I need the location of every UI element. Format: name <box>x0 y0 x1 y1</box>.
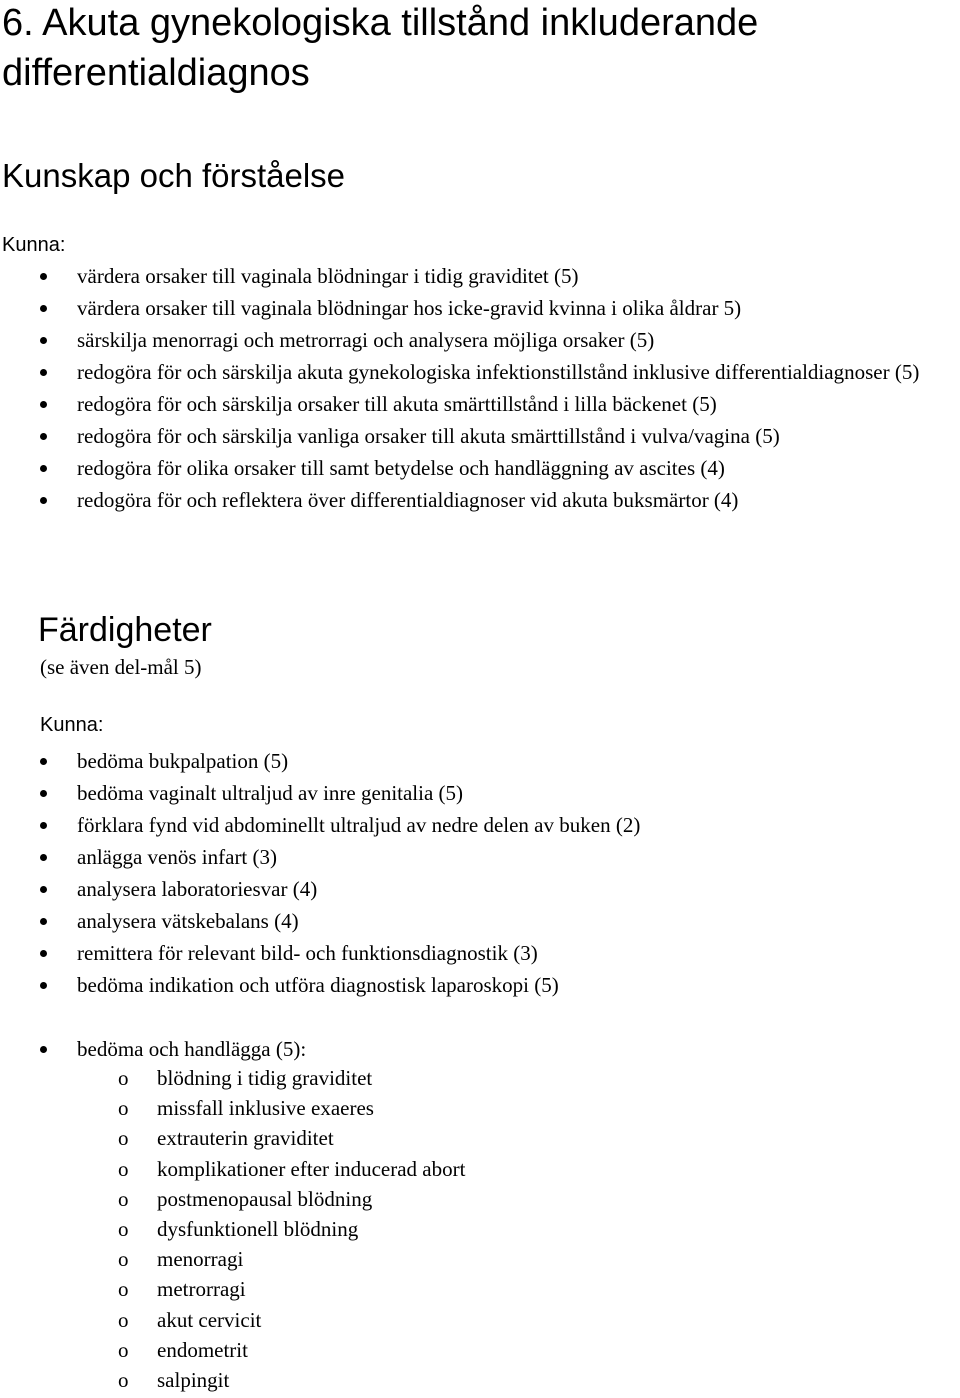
circle-bullet-icon: o <box>118 1186 129 1211</box>
list-item: särskilja menorragi och metrorragi och analysera möjliga orsaker (5) <box>0 324 937 356</box>
page-title: 6. Akuta gynekologiska tillstånd inkluderande differentialdiagnos <box>2 2 759 94</box>
bullet-icon <box>40 758 47 765</box>
list-item: värdera orsaker till vaginala blödningar hos icke-gravid kvinna i olika åldrar 5) <box>0 292 937 324</box>
knowledge-list <box>0 260 937 516</box>
circle-bullet-icon: o <box>118 1247 129 1272</box>
list-item: anlägga venös infart (3) <box>0 841 640 873</box>
sublist-item: o postmenopausal blödning <box>0 1184 465 1214</box>
bullet-icon <box>40 273 47 280</box>
circle-bullet-icon: o <box>118 1277 129 1302</box>
list-item: förklara fynd vid abdominellt ultraljud av nedre delen av buken (2) <box>0 809 640 841</box>
skills-list <box>0 745 640 1001</box>
handling-list <box>0 1033 306 1065</box>
circle-bullet-icon: o <box>118 1217 129 1242</box>
sublist-item: o salpingit <box>0 1365 465 1395</box>
list-item: redogöra för och särskilja akuta gynekologiska infektionstillstånd inklusive differentialdiagnoser (5) <box>0 356 937 388</box>
sublist-item: o menorragi <box>0 1244 465 1274</box>
list-item: redogöra för olika orsaker till samt betydelse och handläggning av ascites (4) <box>0 452 937 484</box>
section-note-skills: (se även del-mål 5) <box>40 655 202 679</box>
list-item: remittera för relevant bild- och funktionsdiagnostik (3) <box>0 937 640 969</box>
sublist-item: o metrorragi <box>0 1274 465 1304</box>
bullet-icon <box>40 433 47 440</box>
bullet-icon <box>40 465 47 472</box>
sublist-item: o akut cervicit <box>0 1305 465 1335</box>
section-heading-skills: Färdigheter <box>38 611 212 649</box>
bullet-icon <box>40 401 47 408</box>
section-lead-skills: Kunna: <box>40 714 104 736</box>
bullet-icon <box>40 369 47 376</box>
handling-sublist <box>0 1063 465 1395</box>
list-item: redogöra för och särskilja vanliga orsaker till akuta smärttillstånd i vulva/vagina (5) <box>0 420 937 452</box>
bullet-icon <box>40 982 47 989</box>
sublist-item: o extrauterin graviditet <box>0 1123 465 1153</box>
bullet-icon <box>40 305 47 312</box>
list-item: bedöma bukpalpation (5) <box>0 745 640 777</box>
bullet-icon <box>40 886 47 893</box>
sublist-item: o komplikationer efter inducerad abort <box>0 1154 465 1184</box>
sublist-item: o dysfunktionell blödning <box>0 1214 465 1244</box>
list-item: bedöma indikation och utföra diagnostisk laparoskopi (5) <box>0 969 640 1001</box>
section-lead-knowledge: Kunna: <box>2 234 66 256</box>
circle-bullet-icon: o <box>118 1156 129 1181</box>
bullet-icon <box>40 854 47 861</box>
sublist-item: o endometrit <box>0 1335 465 1365</box>
bullet-icon <box>40 950 47 957</box>
circle-bullet-icon: o <box>118 1096 129 1121</box>
bullet-icon <box>40 822 47 829</box>
circle-bullet-icon: o <box>118 1066 129 1090</box>
bullet-icon <box>40 497 47 504</box>
list-item: analysera vätskebalans (4) <box>0 905 640 937</box>
circle-bullet-icon: o <box>118 1368 129 1393</box>
circle-bullet-icon: o <box>118 1337 129 1362</box>
bullet-icon <box>40 1046 47 1053</box>
bullet-icon <box>40 790 47 797</box>
list-item: analysera laboratoriesvar (4) <box>0 873 640 905</box>
list-item: bedöma och handlägga (5): <box>0 1033 306 1065</box>
sublist-item: o missfall inklusive exaeres <box>0 1093 465 1123</box>
bullet-icon <box>40 337 47 344</box>
list-item: värdera orsaker till vaginala blödningar i tidig graviditet (5) <box>0 260 937 292</box>
list-item: redogöra för och särskilja orsaker till akuta smärttillstånd i lilla bäckenet (5) <box>0 388 937 420</box>
list-item: redogöra för och reflektera över differentialdiagnoser vid akuta buksmärtor (4) <box>0 484 937 516</box>
circle-bullet-icon: o <box>118 1126 129 1151</box>
bullet-icon <box>40 918 47 925</box>
section-heading-knowledge: Kunskap och förståelse <box>2 157 346 194</box>
list-item: bedöma vaginalt ultraljud av inre genitalia (5) <box>0 777 640 809</box>
circle-bullet-icon: o <box>118 1307 129 1332</box>
sublist-item: o blödning i tidig graviditet <box>0 1063 465 1093</box>
